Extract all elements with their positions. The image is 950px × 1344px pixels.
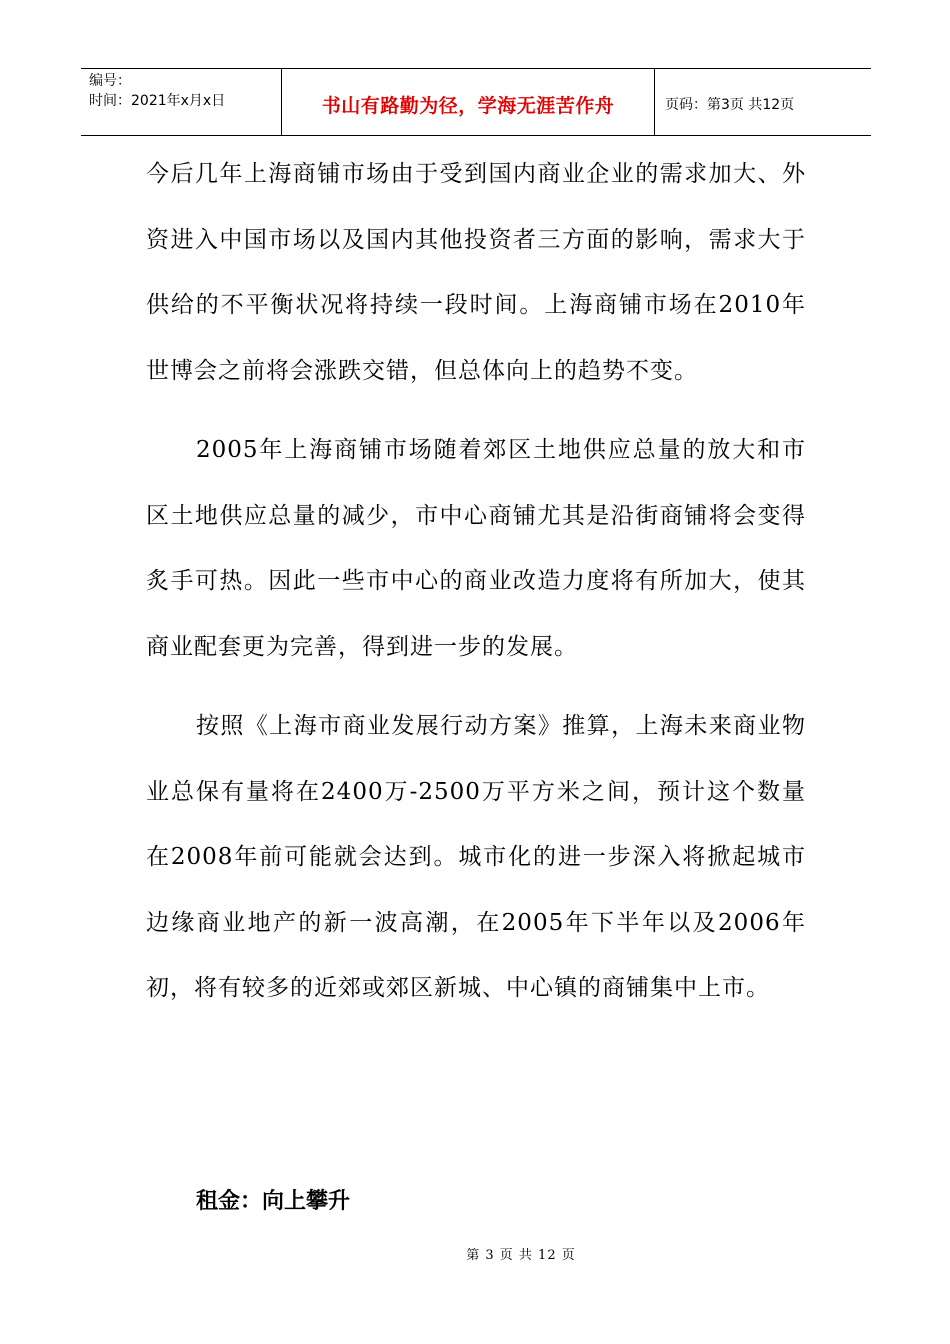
header-meta-cell [81,69,282,135]
section-heading: 租金：向上攀升 [196,1189,351,1214]
header-motto-cell [282,69,655,135]
paragraph-1: 今后几年上海商铺市场由于受到国内商业企业的需求加大、外资进入中国市场以及国内其他投资者三方面的影响，需求大于供给的不平衡状况将持续一段时间。上海商铺市场在2010年世博会之前将会涨跌交错，但总体向上的趋势不变。 [146,161,806,384]
document-number-label: 编号： [89,73,131,89]
paragraph-2: 2005年上海商铺市场随着郊区土地供应总量的放大和市区土地供应总量的减少，市中心商铺尤其是沿街商铺将会变得炙手可热。因此一些市中心的商业改造力度将有所加大，使其商业配套更为完善，得到进一步的发展。 [146,437,806,660]
page-header [81,68,871,136]
header-motto: 书山有路勤为径，学海无涯苦作舟 [321,94,615,117]
document-time-label: 时间：2021年x月x日 [89,93,226,109]
paragraph-3: 按照《上海市商业发展行动方案》推算，上海未来商业物业总保有量将在2400万-2500万平方米之间，预计这个数量在2008年前可能就会达到。城市化的进一步深入将掀起城市边缘商业地产的新一波高潮，在2005年下半年以及2006年初，将有较多的近郊或郊区新城、中心镇的商铺集中上市。 [146,713,806,1001]
page-footer: 第 3 页 共 12 页 [466,1248,576,1263]
header-page-info: 页码：第3页 共12页 [665,97,795,113]
document-body [146,142,806,1036]
header-page-cell [655,69,871,135]
